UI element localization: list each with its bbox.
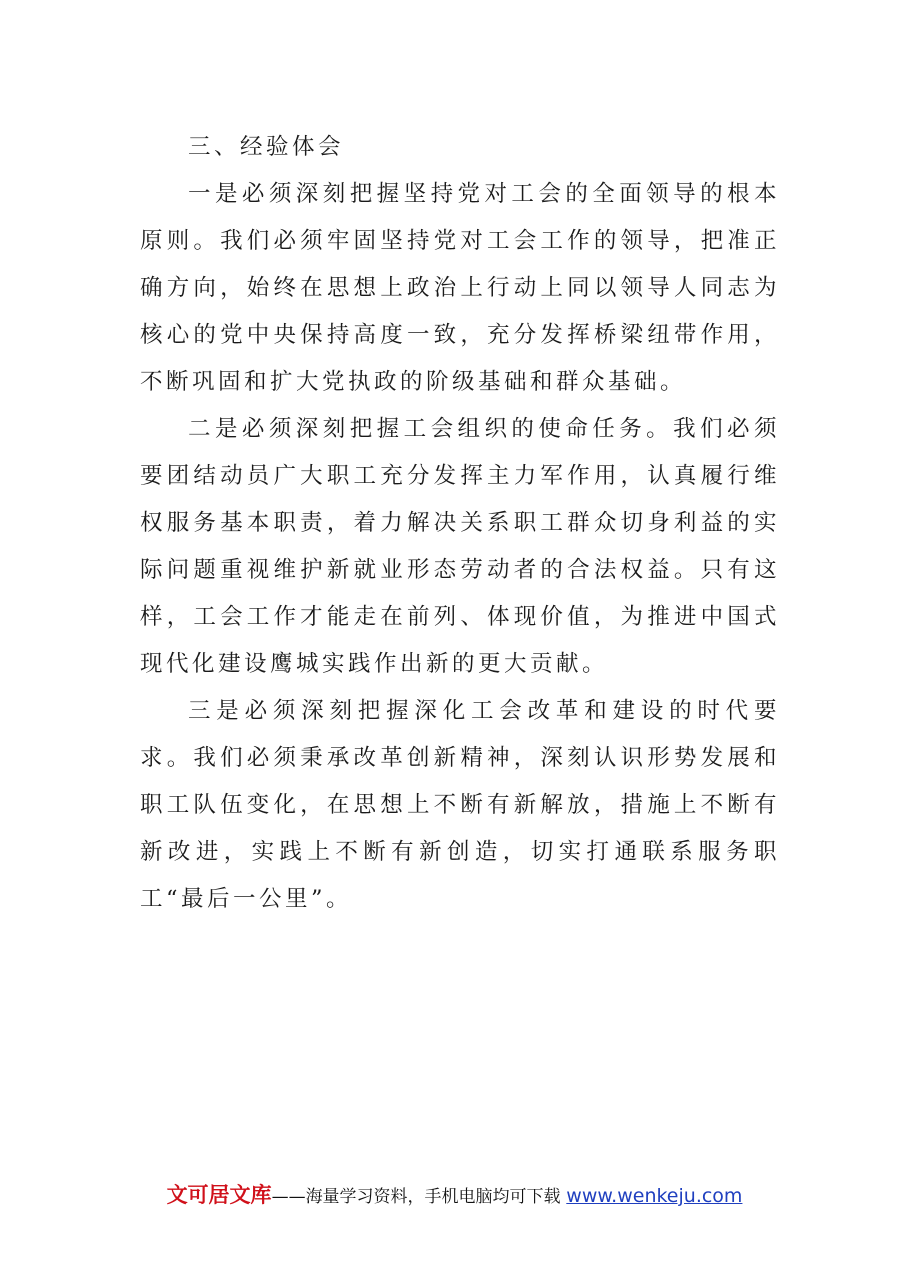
paragraph-1: 一是必须深刻把握坚持党对工会的全面领导的根本原则。我们必须牢固坚持党对工会工作的领导，把准正确方向，始终在思想上政治上行动上同以领导人同志为核心的党中央保持高度一致，充分发挥桥梁纽带作用，不断巩固和扩大党执政的阶级基础和群众基础。 [140,181,780,395]
section-heading: 三、经验体会 [188,134,345,160]
footer-brand: 文可居文库 [166,1183,272,1207]
page-footer [0,1180,909,1212]
document-body [140,124,780,923]
paragraph-2: 二是必须深刻把握工会组织的使命任务。我们必须要团结动员广大职工充分发挥主力军作用，认真履行维权服务基本职责，着力解决关系职工群众切身利益的实际问题重视维护新就业形态劳动者的合法权益。只有这样，工会工作才能走在前列、体现价值，为推进中国式现代化建设鹰城实践作出新的更大贡献。 [140,416,780,677]
footer-tagline: ——海量学习资料，手机电脑均可下载 [271,1187,561,1207]
paragraph-3: 三是必须深刻把握深化工会改革和建设的时代要求。我们必须秉承改革创新精神，深刻认识形势发展和职工队伍变化，在思想上不断有新解放，措施上不断有新改进，实践上不断有新创造，切实打通联系服务职工“最后一公里”。 [140,698,780,912]
footer-site-link[interactable]: www.wenkeju.com [566,1185,743,1207]
